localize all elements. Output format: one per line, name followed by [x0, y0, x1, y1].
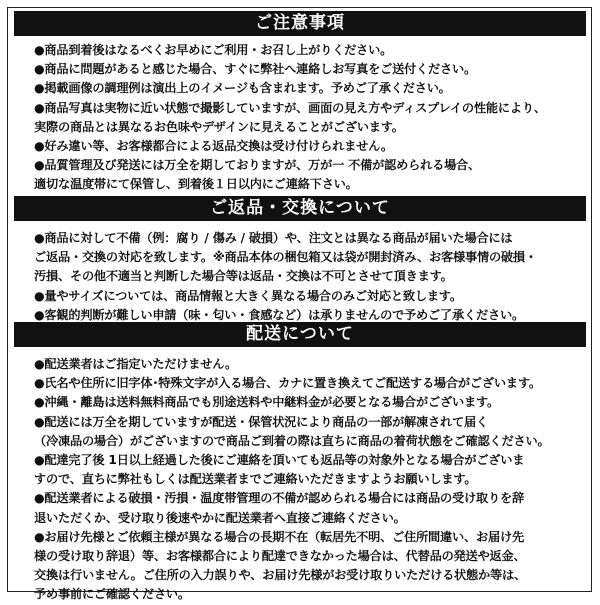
notes-line: ●品質管理及び発送には万全を期しておりますが、万が一 不備が認められる場合、 [34, 158, 481, 173]
notes-line: ●商品到着後はなるべくお早めにご利用・お召し上がりください。 [34, 43, 393, 57]
notes-line: 適切な温度帯にて保管し、到着後１日以内にご連絡下さい。 [34, 177, 358, 192]
shipping-line: 様の受け取り辞退）等、お客様都合により配達できなかった場合は、代替品の発送や返金、 [34, 549, 526, 564]
shipping-header: 配送について [14, 322, 586, 347]
returns-line: ●客観的判断が難しい申請（味・匂い・食感など）は承りませんので予めご了承ください。 [34, 307, 524, 322]
returns-line: 汚損、その他不適当と判断した場合等は返品・交換は不可とさせて頂きます。 [34, 269, 453, 284]
shipping-line: ●氏名や住所に旧字体･特殊文字が入る場合、カナに置き換えてご配送する場合がございます。 [34, 376, 541, 391]
returns-header: ご返品・交換について [14, 196, 586, 221]
notes-line: ●商品に問題があると感じた場合、すぐに弊社へ連絡しお写真をご送付ください。 [34, 62, 476, 77]
notes-line: ●掲載画像の調理例は演出上のイメージも含まれます。予めご了承ください。 [34, 81, 451, 96]
shipping-body [34, 355, 586, 605]
notes-body [34, 41, 586, 195]
notes-line: ●好み違い等、お客様都合による返品交換は受け付けられません。 [34, 139, 393, 154]
shipping-line: 退いただくか、受け取り後速やかに配送業者へ直接ご連絡ください。 [34, 510, 406, 525]
shipping-line: ●配送業者による破損・汚損・温度帯管理の不備が認められる場合には商品の受け取りを辞 [34, 491, 524, 506]
shipping-line: ●お届け先様とご依頼主様が異なる場合の長期不在（転居先不明、ご住所間違い、お届け先 [34, 529, 524, 544]
shipping-line: ●配達完了後 1日以上経過した後にご連絡を頂いても返品等の対象外となる場合がございま [34, 453, 525, 468]
returns-line: ●量やサイズについては、商品情報と大きく異なる場合のみご対応と致します。 [34, 288, 462, 303]
returns-body [34, 229, 586, 325]
shipping-line: すので、直ちに弊社もしくは配送業者までご連絡いただきますようお願いします。 [34, 472, 477, 487]
shipping-line: ●沖縄・離島は送料無料商品でも別途送料や中継料金が必要となる場合がございます。 [34, 395, 499, 410]
shipping-line: ●配送には万全を期していますが配送・保管状況により商品の一部が解凍されて届く [34, 414, 488, 429]
notes-header: ご注意事項 [14, 11, 586, 36]
shipping-line: 予め事前にご確認ください。 [34, 587, 190, 602]
shipping-line: 交換は行いません。ご住所の入力誤りや、お届け先様がお受け取りいただける状態か等は、 [34, 568, 526, 583]
notes-line: 実際の商品とは異なるお色味やデザインに見えることがございます。 [34, 119, 404, 134]
returns-line: ●商品に対して不備（例：腐り / 傷み / 破損）や、注文とは異なる商品が届いた場合には [34, 231, 513, 245]
shipping-line: （冷凍品の場合）がございますので商品ご到着の際は直ちに商品の着荷状態をご確認ください。 [34, 433, 550, 448]
shipping-line: ●配送業者はご指定いただけません。 [34, 357, 237, 371]
notes-line: ●商品写真は実物に近い状態で撮影していますが、画面の見え方やディスプレイの性能により、 [34, 100, 546, 115]
returns-line: ご返品・交換の対応を致します。※商品本体の梱包箱又は袋が開封済み、お客様事情の破損・ [34, 250, 537, 265]
